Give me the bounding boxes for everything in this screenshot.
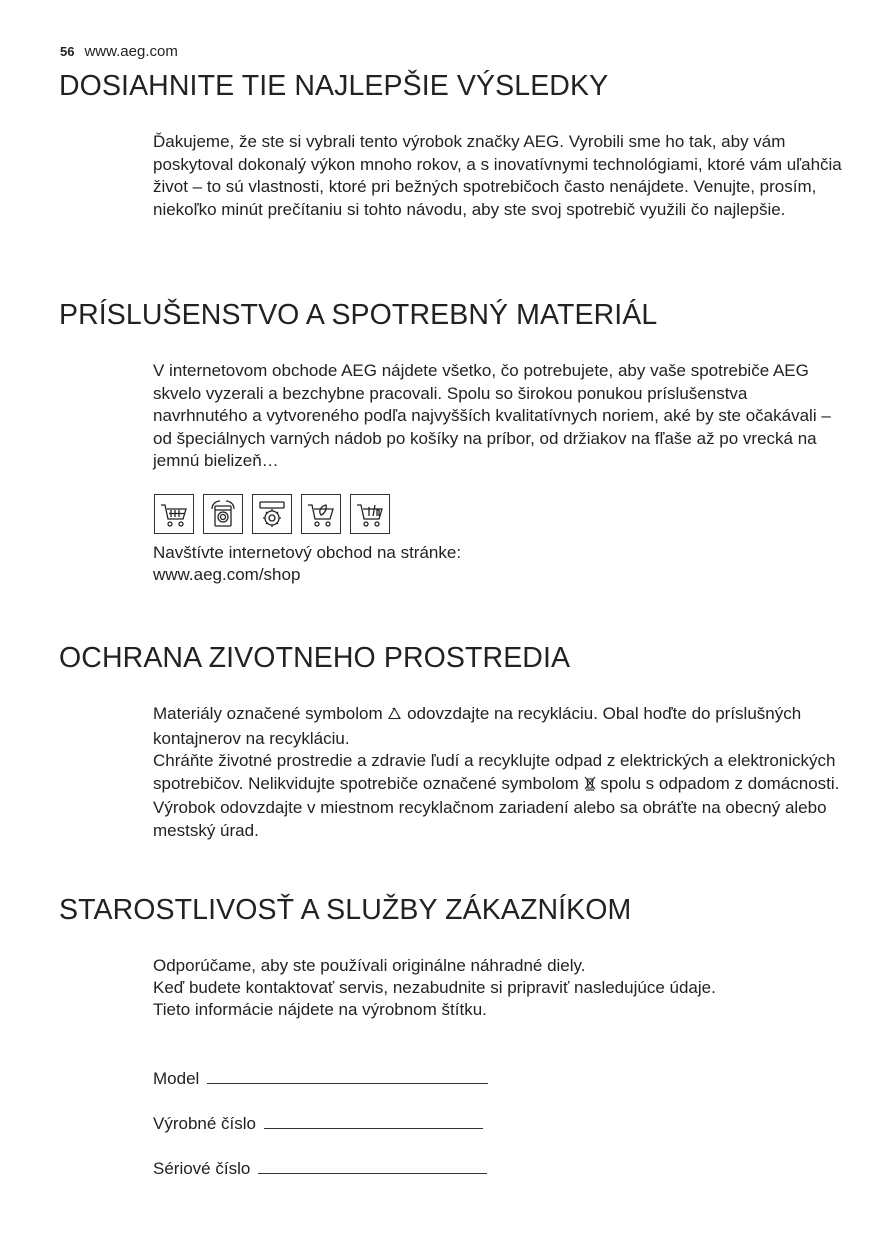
shopping-cart-icon xyxy=(154,494,194,534)
shop-url[interactable]: www.aeg.com/shop xyxy=(153,565,301,584)
serial-number-field[interactable]: Sériové číslo xyxy=(153,1157,487,1179)
recycle-icon xyxy=(387,705,402,728)
section-title-accessories: PRÍSLUŠENSTVO A SPOTREBNÝ MATERIÁL xyxy=(59,299,658,331)
serial-number-blank-line[interactable] xyxy=(258,1157,487,1174)
section-body-results: Ďakujeme, že ste si vybrali tento výrobok značky AEG. Vyrobili sme ho tak, aby vám poskytoval dokonalý výkon mnoho rokov, a s inovatívnymi technológiami, ktoré vám uľahčia život – to sú vlastnosti, ktoré pri bežných spotrebičoch často nenájdete. Venujte, prosím, niekoľko minút prečítaniu si tohto návodu, aby ste svoj spotrebič využili čo najlepšie. xyxy=(153,132,842,219)
page-header xyxy=(60,43,178,60)
service-line-2: Keď budete kontaktovať servis, nezabudnite si pripraviť nasledujúce údaje. xyxy=(153,978,716,997)
section-title-service: STAROSTLIVOSŤ A SLUŽBY ZÁKAZNÍKOM xyxy=(59,894,632,926)
section-body-environment: Materiály označené symbolom odovzdajte na recykláciu. Obal hoďte do príslušných kontajnerov na recykláciu. Chráňte životné prostredie a zdravie ľudí a recyklujte odpad z elektrických a elektronických spotrebičov. Nelikvidujte spotrebiče označené symbolom spolu s odpadom z domácnosti. Výrobok odovzdajte v miestnom recyklačnom zariadení alebo sa obráťte na obecný alebo mestský úrad. xyxy=(153,704,840,840)
page-number: 56 xyxy=(60,44,75,59)
product-number-blank-line[interactable] xyxy=(264,1112,483,1129)
weee-bin-icon xyxy=(584,775,596,798)
product-number-field[interactable]: Výrobné číslo xyxy=(153,1112,483,1134)
washing-machine-icon xyxy=(203,494,243,534)
service-line-1: Odporúčame, aby ste používali originálne náhradné diely. xyxy=(153,956,586,975)
model-blank-line[interactable] xyxy=(207,1067,488,1084)
cart-cleaning-icon xyxy=(350,494,390,534)
model-field[interactable]: Model xyxy=(153,1067,488,1089)
cart-accessory-icon xyxy=(301,494,341,534)
gear-appliance-icon xyxy=(252,494,292,534)
shop-icons xyxy=(154,494,390,534)
section-title-environment: OCHRANA ZIVOTNEHO PROSTREDIA xyxy=(59,642,571,674)
section-title-results: DOSIAHNITE TIE NAJLEPŠIE VÝSLEDKY xyxy=(59,70,609,102)
shop-visit-text: Navštívte internetový obchod na stránke: xyxy=(153,543,462,562)
site-url[interactable]: www.aeg.com xyxy=(84,43,178,60)
service-line-3: Tieto informácie nájdete na výrobnom štítku. xyxy=(153,1000,487,1019)
section-body-accessories: V internetovom obchode AEG nájdete všetko, čo potrebujete, aby vaše spotrebiče AEG skvelo vyzerali a bezchybne pracovali. Spolu so širokou ponukou príslušenstva navrhnutého a vytvoreného podľa najvyšších kvalitatívnych noriem, aké by ste očakávali – od špeciálnych varných nádob po košíky na príbor, od držiakov na fľaše až po vrecká na jemnú bielizeň… xyxy=(153,361,831,470)
